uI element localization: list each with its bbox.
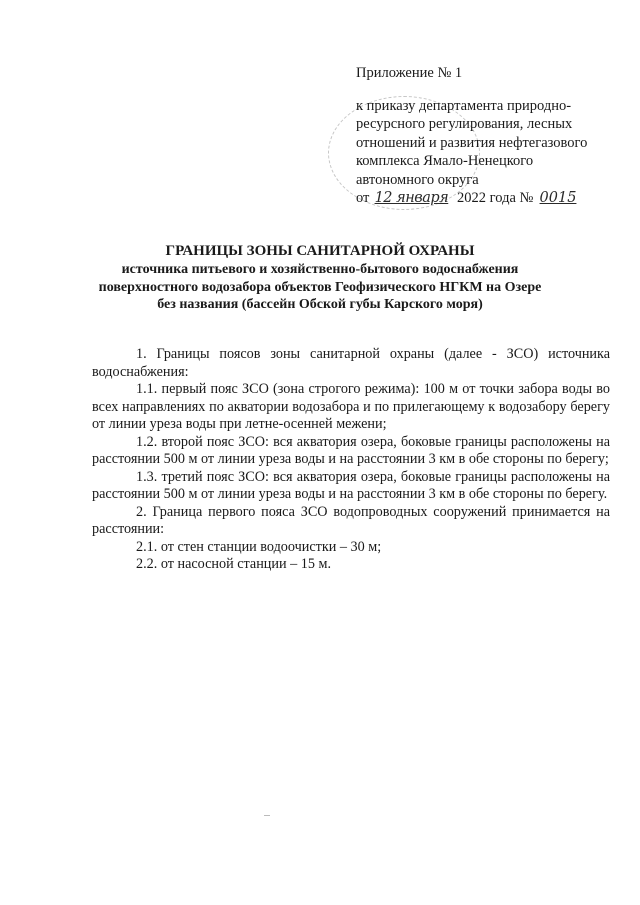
annex-title: Приложение № 1: [356, 65, 463, 81]
annex-block: [356, 64, 606, 208]
date-prefix: от: [356, 190, 370, 206]
paragraph-1: 1. Границы поясов зоны санитарной охраны (далее - ЗСО) источника водоснабжения:: [92, 346, 610, 380]
document-body: [92, 346, 610, 574]
order-date-line: [356, 189, 606, 208]
heading-subtitle: источника питьевого и хозяйственно-бытового водоснабжения поверхностного водозабора объектов Геофизического НГКМ на Озере без названия (бассейн Обской губы Карского моря): [98, 262, 542, 312]
document-heading: [92, 242, 548, 314]
handwritten-order-number: 0015: [539, 190, 577, 206]
paragraph-1-2: 1.2. второй пояс ЗСО: вся акватория озера, боковые границы расположены на расстоянии 500 м от линии уреза воды и на расстоянии 3 км в обе стороны по берегу;: [92, 433, 610, 467]
paragraph-1-3: 1.3. третий пояс ЗСО: вся акватория озера, боковые границы расположены на расстоянии 500 м от линии уреза воды и на расстоянии 3 км в обе стороны по берегу.: [92, 468, 610, 502]
paragraph-2-2: 2.2. от насосной станции – 15 м.: [136, 556, 332, 572]
paragraph-2-1: 2.1. от стен станции водоочистки – 30 м;: [136, 538, 382, 555]
year-number-label: 2022 года №: [457, 190, 534, 206]
scan-mark: [264, 815, 270, 816]
handwritten-date: 12 января: [374, 190, 449, 206]
paragraph-1-1: 1.1. первый пояс ЗСО (зона строгого режима): 100 м от точки забора воды во всех направлениях по акватории водозабора и по прилегающему к водозабору берегу от линии уреза воды при летне-осенней межени;: [92, 381, 610, 432]
heading-title: ГРАНИЦЫ ЗОНЫ САНИТАРНОЙ ОХРАНЫ: [165, 243, 475, 259]
order-reference: к приказу департамента природно-ресурсного регулирования, лесных отношений и развития нефтегазового комплекса Ямало-Ненецкого автономного округа: [356, 97, 588, 188]
paragraph-2: 2. Граница первого пояса ЗСО водопроводных сооружений принимается на расстоянии:: [92, 503, 610, 537]
